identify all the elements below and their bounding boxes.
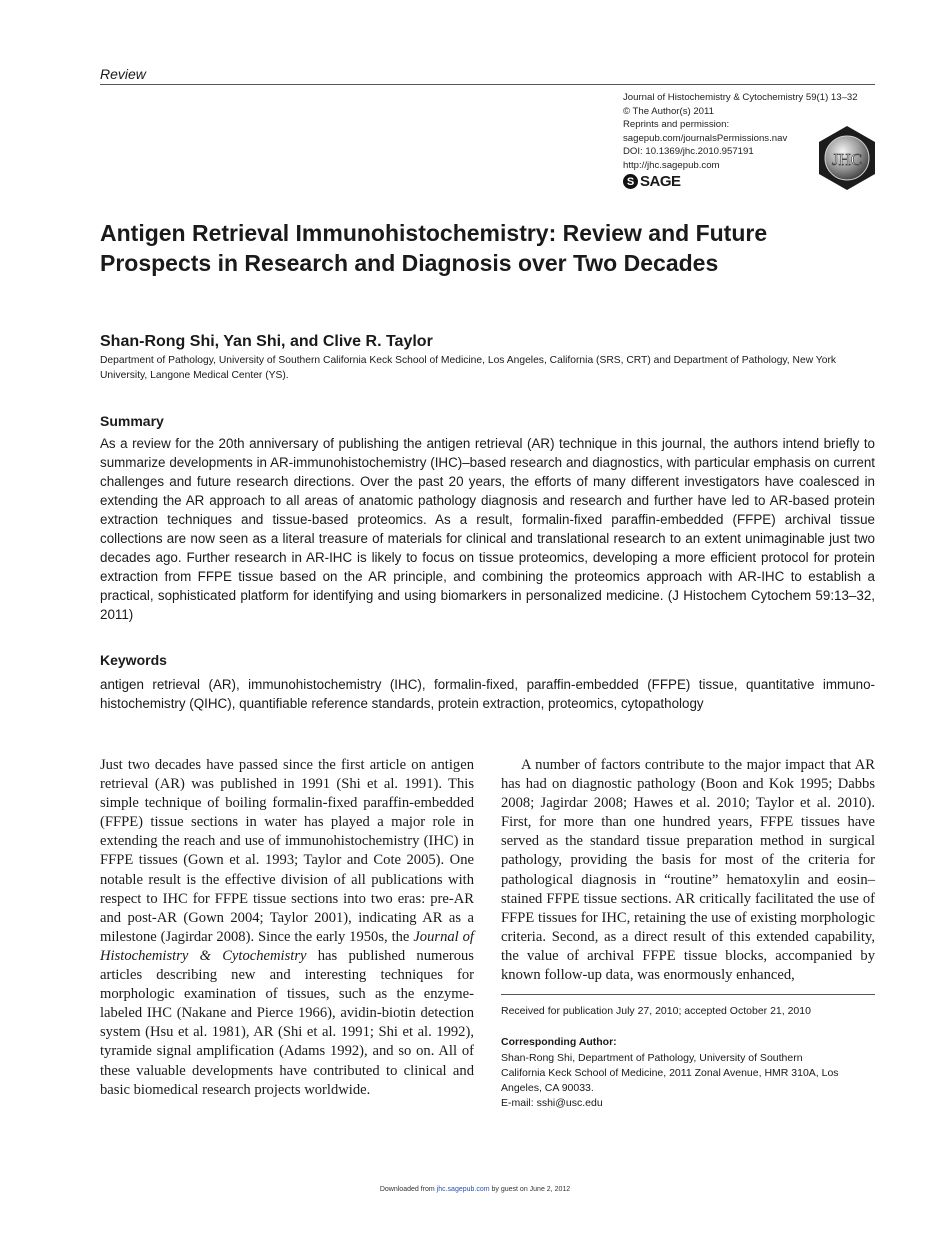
corresponding-line: Angeles, CA 90033. — [501, 1082, 594, 1094]
download-prefix: Downloaded from — [379, 1186, 437, 1193]
permissions-link[interactable]: sagepub.com/journalsPermissions.nav — [623, 132, 788, 144]
journal-url[interactable]: http://jhc.sagepub.com — [623, 159, 720, 171]
body-column-right: A number of factors contribute to the major impact that AR has had on diagnostic pathology (Boon and Kok 1995; Dabbs 2008; Jagirdar 2008; Hawes et al. 2010; Taylor et al. 2010). First, for more than one hundred years, FFPE tissues have served as the standard tissue preparation method in surgical pathology, providing the basis for most of the criteria for pathological diagnosis in “routine” hematoxylin and eosin–stained FFPE tissue sections. AR critically facilitated the use of FFPE tissues for IHC, retaining the use of existing morphologic criteria. Second, as a direct result of this extended capability, the value of archival FFPE tissue blocks, accompanied by known follow-up data, was enormously enhanced, — [501, 757, 875, 984]
summary-heading: Summary — [100, 413, 164, 429]
summary-text: As a review for the 20th anniversary of publishing the antigen retrieval (AR) technique in this journal, the authors intend briefly to summarize developments in AR-immunohistochemistry (IHC)–based research and diagnostics, with particular emphasis on current challenges and future research directions. Over the past 20 years, the efforts of many different investigators have coalesced in extending the AR approach to all areas of anatomic pathology diagnosis and research and further have led to AR-based protein extraction techniques and tissue-based proteomics. As a result, formalin-fixed paraffin-embedded (FFPE) archival tissue collections are now seen as a literal treasure of materials for clinical and translational research to an extent unimaginable just two decades ago. Further research in AR-IHC is likely to focus on tissue proteomics, developing a more efficient protocol for protein extraction from FFPE tissue based on the AR principle, and combining the proteomics approach with AR-IHC to establish a practical, sophisticated platform for identifying and using biomarkers in personalized medicine. (J Histochem Cytochem 59:13–32, 2011) — [100, 436, 875, 622]
copyright: © The Author(s) 2011 — [623, 105, 714, 117]
jhc-logo — [817, 125, 877, 191]
corresponding-line: California Keck School of Medicine, 2011 Zonal Avenue, HMR 310A, Los — [501, 1067, 839, 1079]
sage-wordmark: SAGE — [640, 173, 681, 190]
journal-citation: Journal of Histochemistry & Cytochemistry 59(1) 13–32 — [623, 92, 858, 103]
article-title: Antigen Retrieval Immunohistochemistry: Review and Future Prospects in Research and Diagnosis over Two Decades — [100, 220, 768, 276]
keywords-text: antigen retrieval (AR), immunohistochemistry (IHC), formalin-fixed, paraffin-embedded (FFPE) tissue, quantitative immuno-histochemistry (QIHC), quantifiable reference standards, protein extraction, proteomics, cytopathology — [100, 677, 875, 711]
body-column-left — [100, 756, 474, 1100]
authors: Shan-Rong Shi, Yan Shi, and Clive R. Taylor — [100, 333, 433, 350]
corresponding-line: Shan-Rong Shi, Department of Pathology, University of Southern — [501, 1052, 803, 1064]
affiliation: Department of Pathology, University of Southern California Keck School of Medicine, Los Angeles, California (SRS, CRT) and Department of Pathology, New York University, Langone Medical Center (YS). — [100, 355, 837, 381]
download-suffix: by guest on June 2, 2012 — [489, 1186, 571, 1193]
sage-logo — [623, 173, 681, 190]
corresponding-email[interactable]: E-mail: sshi@usc.edu — [501, 1097, 603, 1109]
corresponding-author-details — [501, 1051, 875, 1111]
download-site-link[interactable]: jhc.sagepub.com — [436, 1186, 490, 1193]
journal-name-italic: Journal of Histochemistry & Cytochemistry — [100, 928, 474, 964]
keywords-heading: Keywords — [100, 652, 167, 668]
header-rule — [100, 84, 875, 85]
download-footer — [0, 1186, 950, 1193]
section-tag: Review — [100, 66, 146, 82]
doi: DOI: 10.1369/jhc.2010.957191 — [623, 146, 754, 158]
body-left-part1: Just two decades have passed since the first article on antigen retrieval (AR) was published in 1991 (Shi et al. 1991). This simple technique of boiling formalin-fixed paraffin-embedded (FFPE) tissue sections in water has played a major role in extending the reach and use of immunohistochemistry (IHC) in FFPE tissues (Gown et al. 1993; Taylor and Cote 2005). One notable result is the effective division of all publications with respect to IHC for FFPE tissue sections into two eras: pre-AR and post-AR (Gown 2004; Taylor 2001), indicating AR as a milestone (Jagirdar 2008). Since the early 1950s, the — [100, 757, 474, 945]
body-left-part2: has published numerous articles describing new and interesting techniques for morphologic examination of tissues, such as the enzyme-labeled IHC (Nakane and Pierce 1966), avidin-biotin detection system (Hsu et al. 1981), AR (Shi et al. 1991; Shi et al. 1992), tyramide signal amplification (Adams 1992), and so on. All of these valuable developments have contributed to clinical and basic biomedical research projects worldwide. — [100, 947, 474, 1098]
received-date: Received for publication July 27, 2010; accepted October 21, 2010 — [501, 1005, 811, 1017]
footnote-rule — [501, 994, 875, 995]
corresponding-author-heading: Corresponding Author: — [501, 1036, 617, 1048]
jhc-badge-text: JHC — [831, 150, 863, 169]
sage-swirl-icon: S — [623, 174, 638, 189]
reprints-label: Reprints and permission: — [623, 119, 730, 131]
